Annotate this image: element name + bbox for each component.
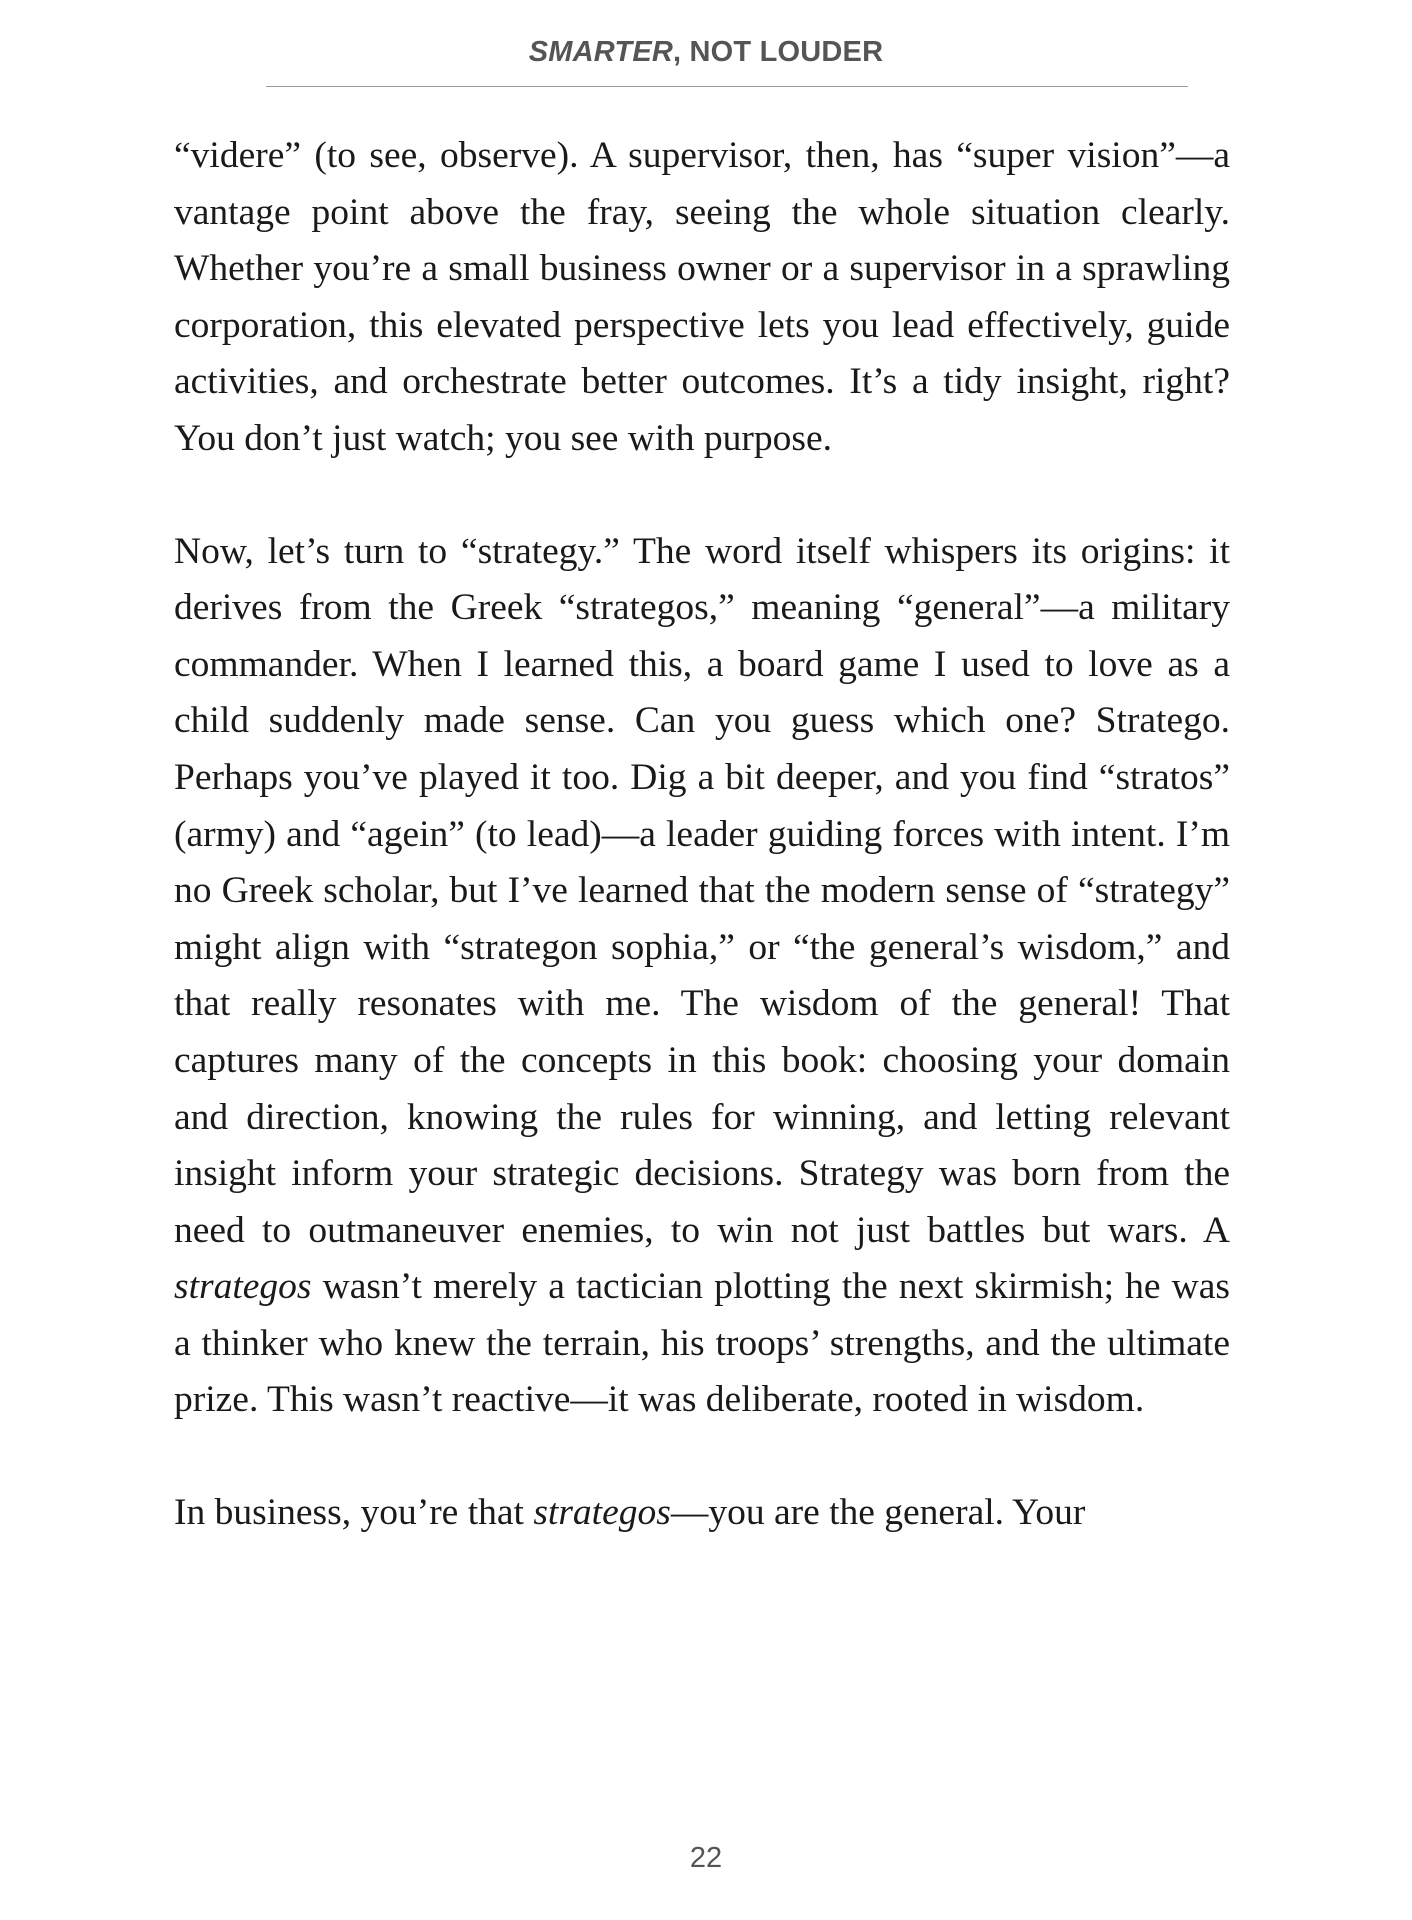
running-header [0,36,1412,69]
page-number: 22 [689,1842,723,1874]
body-text [174,128,1230,1542]
header-rule [266,86,1188,87]
text-run: wasn’t merely a tactician plotting the next skirmish; he was a thinker who knew the terrain, his troops’ strengths, and the ultimate prize. This wasn’t reactive—it was deliberate, rooted in wisdom. [174,1266,1230,1421]
text-run: —you are the general. Your [670,1492,1086,1534]
paragraph-3 [174,1485,1230,1542]
header-title-rest: , NOT LOUDER [673,36,884,68]
text-run: Now, let’s turn to “strategy.” The word itself whispers its origins: it derives from the Greek “strategos,” meaning “general”—a military commander. When I learned this, a board game I used to love as a child suddenly made sense. Can you guess which one? Stratego. Perhaps you’ve played it too. Dig a bit deeper, and you find “stratos” (army) and “agein” (to lead)—a leader guiding forces with intent. I’m no Greek scholar, but I’ve learned that the modern sense of “strategy” might align with “strategon sophia,” or “the general’s wisdom,” and that really resonates with me. The wisdom of the general! That captures many of the concepts in this book: choosing your domain and direction, knowing the rules for winning, and letting relevant insight inform your strategic decisions. Strategy was born from the need to outmaneuver enemies, to win not just battles but wars. A [174,530,1230,1251]
italic-term: strategos [174,1266,312,1308]
italic-term: strategos [533,1492,671,1534]
header-title-italic: SMARTER [528,36,674,68]
text-run: “videre” (to see, observe). A supervisor, then, has “super vision”—a vantage point above the fray, seeing the whole situation clearly. Whether you’re a small business owner or a supervisor in a sprawling corporation, this elevated perspective lets you lead effectively, guide activities, and orchestrate better outcomes. It’s a tidy insight, right? You don’t just watch; you see with purpose. [174,135,1230,459]
paragraph-1 [174,128,1230,468]
text-run: In business, you’re that [174,1492,534,1534]
paragraph-2 [174,524,1230,1430]
